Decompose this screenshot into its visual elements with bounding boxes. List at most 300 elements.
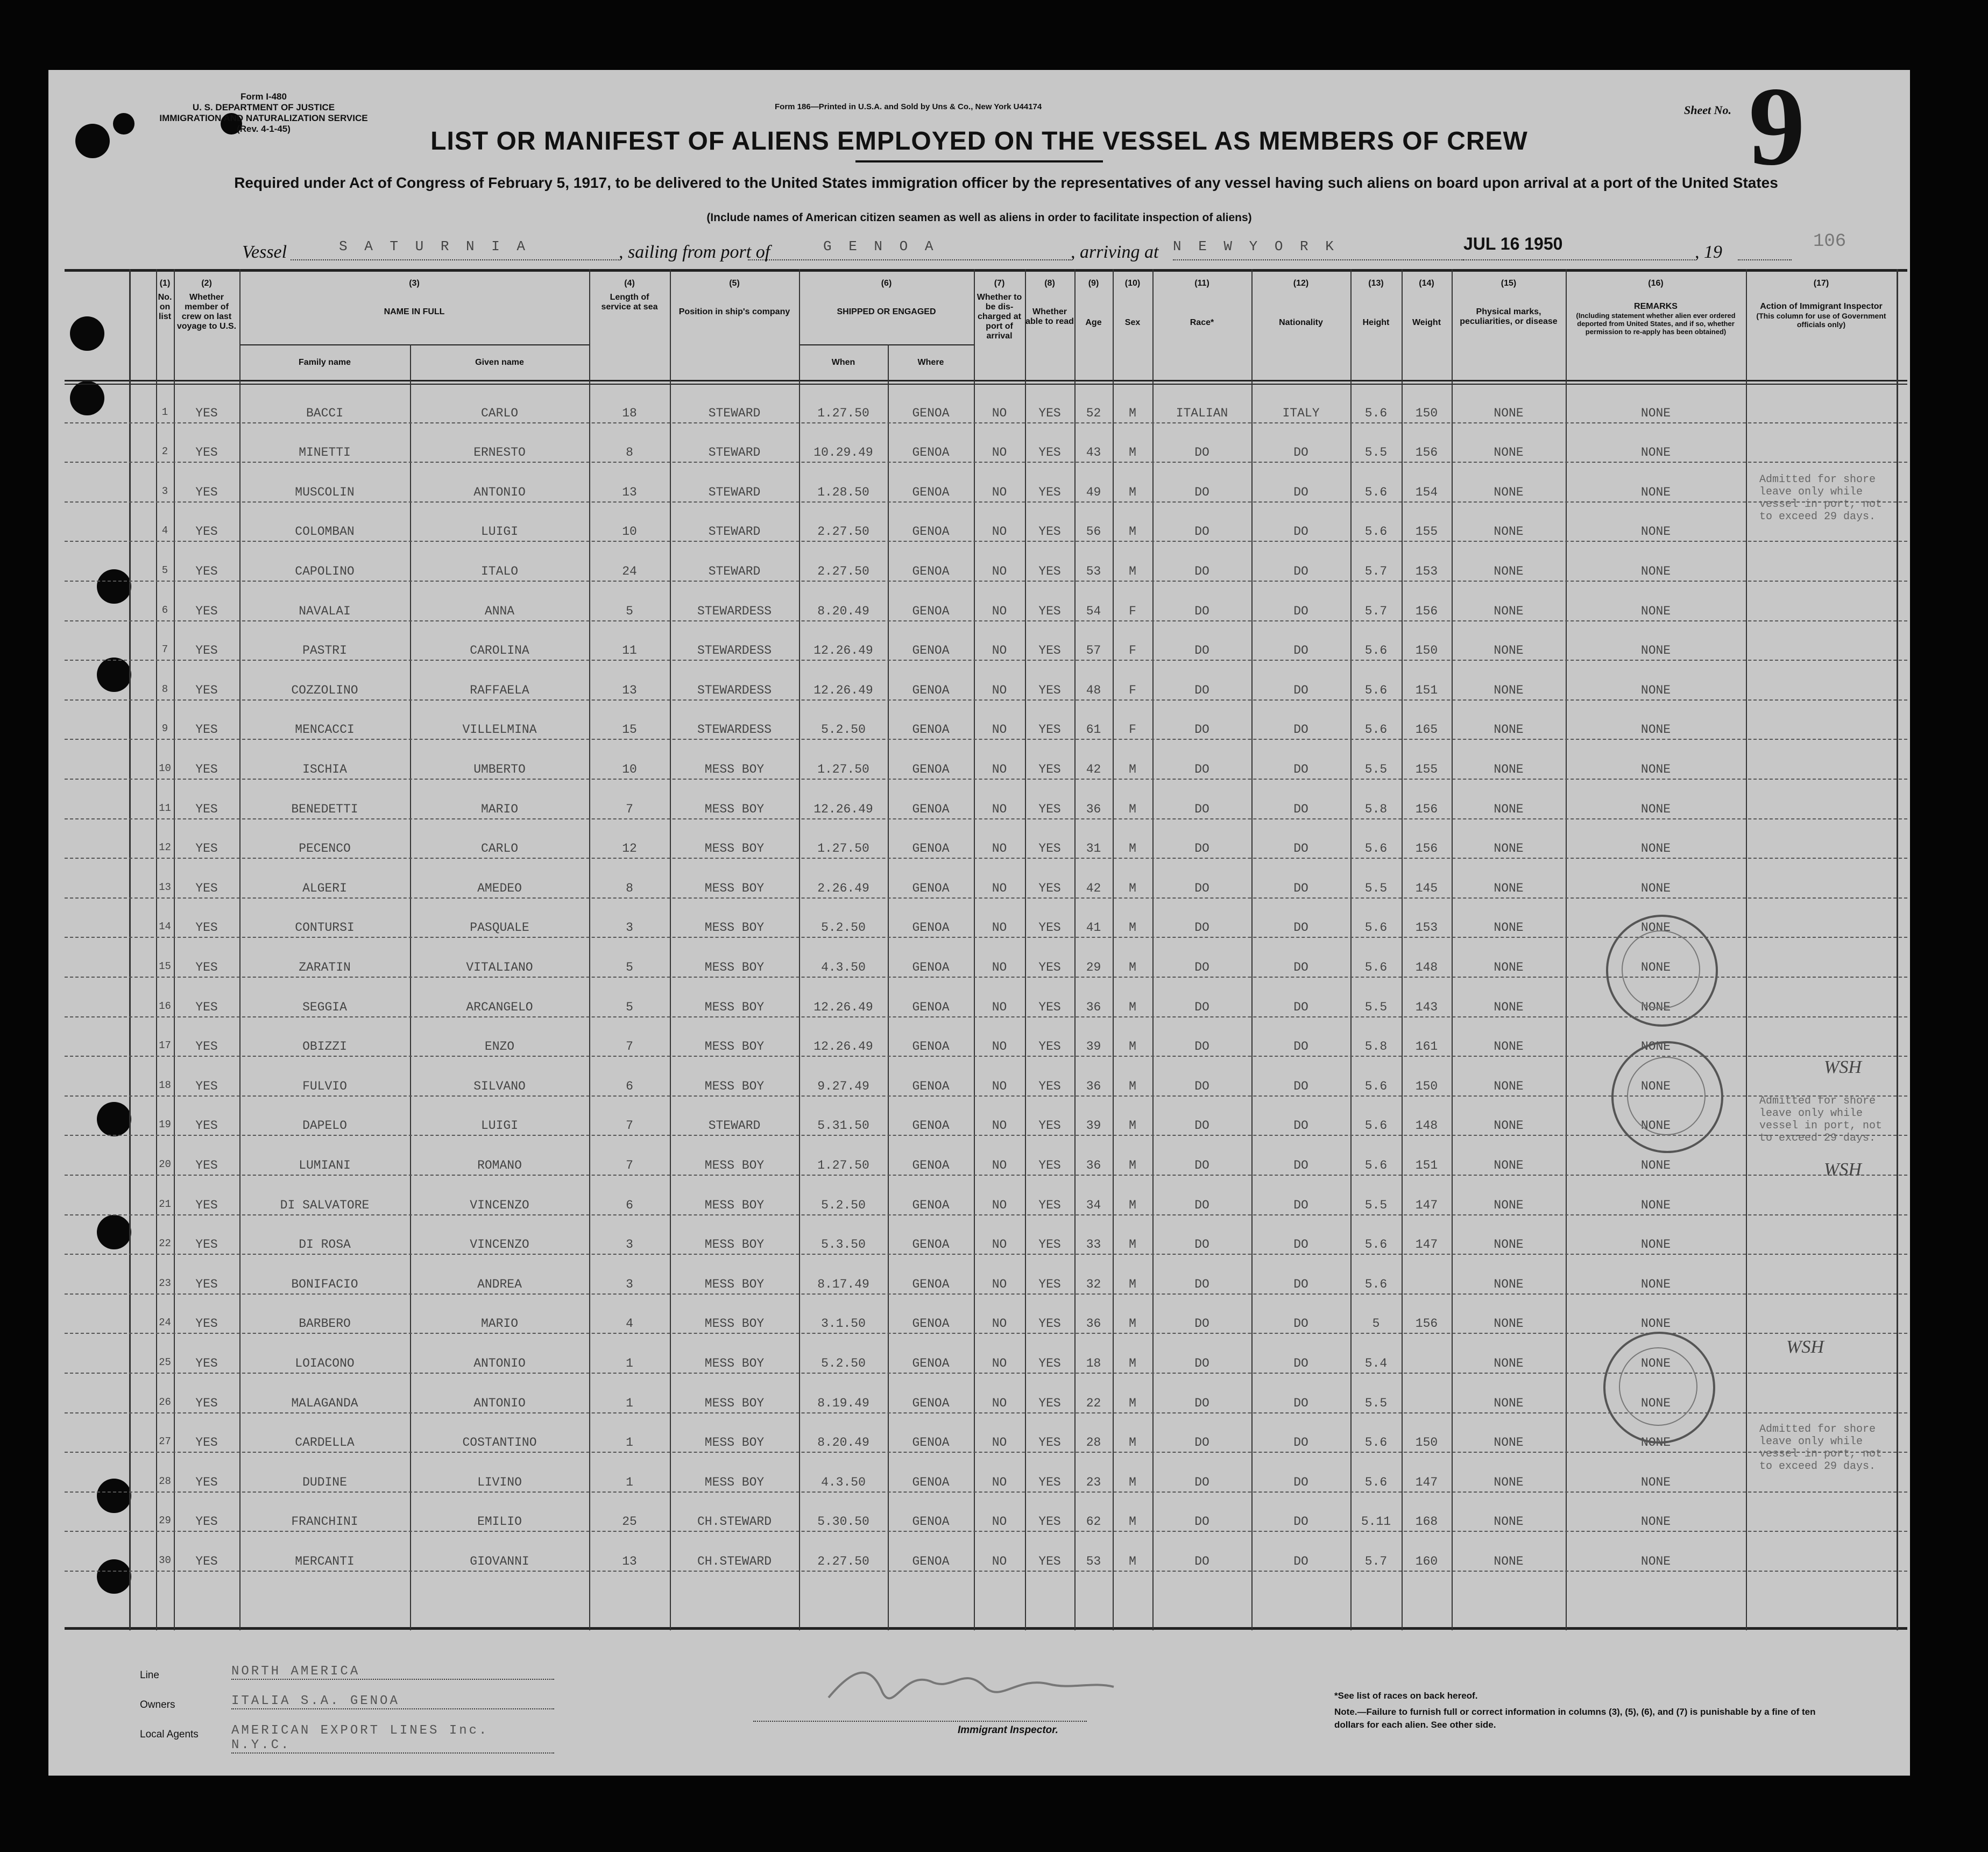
inspector-signature [823,1655,1124,1719]
cell-marks: NONE [1494,802,1524,816]
col-divider [1251,269,1253,1630]
cell-height: 5.7 [1364,604,1388,618]
cell-service: 7 [626,1040,633,1054]
cell-race: ITALIAN [1176,406,1228,420]
cell-weight: 153 [1415,921,1438,935]
cell-height: 5.5 [1364,446,1388,460]
cell-where: GENOA [912,683,950,697]
cell-position: MESS BOY [704,1198,765,1212]
revision: (Rev. 4-1-45) [237,124,291,134]
page-subtitle: Required under Act of Congress of February 5, 1917, to be delivered to the United States immigration officer by the representatives of any vessel having such aliens on board upon arrival at a port of the United States [234,174,1778,191]
cell-crew: YES [195,644,218,658]
cell-remarks: NONE [1640,1000,1671,1014]
cell-crew: YES [195,683,218,697]
cell-height: 5.7 [1364,564,1388,578]
col-divider [799,269,800,1630]
cell-no: 17 [159,1040,171,1052]
cell-height: 5.5 [1364,762,1388,776]
cell-crew: YES [195,1356,218,1370]
cell-nat: DO [1293,842,1308,856]
cell-disch: NO [992,564,1007,578]
cell-weight: 145 [1415,881,1438,895]
cell-when: 12.26.49 [813,683,873,697]
cell-weight: 153 [1415,564,1438,578]
cell-height: 5.4 [1364,1356,1388,1370]
cell-marks: NONE [1494,1277,1524,1291]
port-of-departure: G E N O A [823,238,938,255]
cell-age: 36 [1086,1158,1101,1172]
cell-remarks: NONE [1640,1119,1671,1133]
cell-family: MALAGANDA [291,1396,358,1410]
cell-remarks: NONE [1640,485,1671,499]
cell-no: 8 [161,683,168,695]
crew-table [65,269,1907,1630]
cell-no: 27 [159,1436,171,1448]
vessel-label: Vessel [242,242,287,262]
col-6-when-header: When [831,358,855,367]
cell-remarks: NONE [1640,1515,1671,1529]
cell-position: STEWARD [708,564,761,578]
consular-seal-stamp [1611,1041,1723,1153]
cell-when: 5.2.50 [821,723,866,737]
cell-family: FULVIO [302,1079,347,1093]
cell-given: ERNESTO [473,446,526,460]
cell-disch: NO [992,406,1007,420]
cell-weight: 151 [1415,683,1438,697]
col-10-header: (10) Sex [1124,279,1141,327]
row-rule [65,1531,1907,1532]
cell-no: 6 [161,604,168,616]
cell-marks: NONE [1494,644,1524,658]
cell-nat: DO [1293,1515,1308,1529]
cell-height: 5.6 [1364,842,1388,856]
cell-sex: M [1129,1158,1136,1172]
cell-marks: NONE [1494,446,1524,460]
cell-service: 5 [626,960,633,974]
cell-when: 4.3.50 [821,1475,866,1489]
cell-where: GENOA [912,1079,950,1093]
cell-weight: 160 [1415,1554,1438,1568]
cell-position: STEWARDESS [697,604,772,618]
cell-where: GENOA [912,1040,950,1054]
cell-age: 41 [1086,921,1101,935]
cell-family: CONTURSI [295,921,355,935]
cell-read: YES [1038,525,1061,539]
cell-height: 5.5 [1364,1198,1388,1212]
cell-position: MESS BOY [704,1158,765,1172]
row-rule [65,501,1907,503]
cell-read: YES [1038,881,1061,895]
cell-sex: M [1129,1040,1136,1054]
cell-when: 2.27.50 [817,564,869,578]
cell-sex: M [1129,842,1136,856]
cell-race: DO [1194,723,1209,737]
cell-given: SILVANO [473,1079,526,1093]
cell-crew: YES [195,1515,218,1529]
cell-height: 5.6 [1364,1079,1388,1093]
cell-position: MESS BOY [704,921,765,935]
cell-age: 56 [1086,525,1101,539]
col-9-header: (9) Age [1085,279,1102,327]
cell-position: MESS BOY [704,1040,765,1054]
col-3-given-header: Given name [475,358,524,367]
vessel-name: S A T U R N I A [339,238,530,255]
manifest-page [48,70,1910,1776]
cell-service: 6 [626,1079,633,1093]
cell-service: 3 [626,921,633,935]
cell-marks: NONE [1494,1079,1524,1093]
cell-where: GENOA [912,881,950,895]
cell-sex: M [1129,1475,1136,1489]
col-4-header: (4) Length of service at sea [601,279,658,312]
cell-family: CARDELLA [295,1436,355,1450]
cell-family: SEGGIA [302,1000,347,1014]
cell-age: 31 [1086,842,1101,856]
cell-weight: 168 [1415,1515,1438,1529]
cell-given: ENZO [484,1040,515,1054]
date-field-line [1463,259,1695,260]
service-name: IMMIGRATION AND NATURALIZATION SERVICE [159,113,368,123]
cell-crew: YES [195,485,218,499]
cell-read: YES [1038,564,1061,578]
page-title: LIST OR MANIFEST OF ALIENS EMPLOYED ON THE VESSEL AS MEMBERS OF CREW [430,127,1528,155]
cell-given: MARIO [480,802,518,816]
col-divider [1746,269,1747,1630]
cell-given: PASQUALE [470,921,529,935]
owners-value: ITALIA S.A. GENOA [231,1694,554,1709]
cell-crew: YES [195,842,218,856]
cell-position: MESS BOY [704,1000,765,1014]
cell-read: YES [1038,802,1061,816]
cell-crew: YES [195,604,218,618]
cell-crew: YES [195,723,218,737]
cell-read: YES [1038,1396,1061,1410]
year-field-line [1738,259,1792,260]
cell-height: 5.5 [1364,1000,1388,1014]
cell-where: GENOA [912,1277,950,1291]
cell-weight: 156 [1415,842,1438,856]
cell-when: 12.26.49 [813,1040,873,1054]
cell-where: GENOA [912,1000,950,1014]
cell-race: DO [1194,1198,1209,1212]
row-rule [65,1254,1907,1255]
cell-race: DO [1194,921,1209,935]
col-6-where-header: Where [917,358,944,367]
shore-leave-note: Admitted for shore leave only while vessel in port, not to exceed 29 days. [1759,1423,1883,1473]
cell-sex: M [1129,525,1136,539]
cell-nat: ITALY [1282,406,1320,420]
cell-age: 49 [1086,485,1101,499]
cell-position: MESS BOY [704,1317,765,1331]
cell-family: MERCANTI [295,1554,355,1568]
cell-read: YES [1038,604,1061,618]
cell-disch: NO [992,683,1007,697]
cell-height: 5.6 [1364,1158,1388,1172]
row-rule [65,620,1907,621]
line-value: NORTH AMERICA [231,1664,554,1680]
cell-disch: NO [992,1317,1007,1331]
cell-disch: NO [992,881,1007,895]
cell-race: DO [1194,644,1209,658]
cell-marks: NONE [1494,564,1524,578]
inspector-initials: WSH [1786,1337,1824,1357]
cell-given: VITALIANO [466,960,533,974]
cell-service: 4 [626,1317,633,1331]
cell-nat: DO [1293,683,1308,697]
cell-read: YES [1038,1277,1061,1291]
cell-read: YES [1038,1000,1061,1014]
cell-age: 36 [1086,1079,1101,1093]
cell-given: ANDREA [477,1277,522,1291]
cell-marks: NONE [1494,1356,1524,1370]
cell-family: PECENCO [299,842,351,856]
cell-nat: DO [1293,1158,1308,1172]
row-rule [65,1571,1907,1572]
cell-remarks: NONE [1640,842,1671,856]
cell-height: 5.6 [1364,683,1388,697]
cell-race: DO [1194,564,1209,578]
cell-where: GENOA [912,1238,950,1252]
cell-age: 42 [1086,881,1101,895]
cell-weight: 156 [1415,446,1438,460]
cell-nat: DO [1293,1436,1308,1450]
col-divider [1152,269,1154,1630]
cell-sex: M [1129,1119,1136,1133]
col-divider [1452,269,1453,1630]
cell-height: 5.8 [1364,802,1388,816]
cell-marks: NONE [1494,762,1524,776]
cell-no: 11 [159,802,171,814]
cell-service: 25 [622,1515,637,1529]
cell-given: RAFFAELA [470,683,529,697]
cell-age: 53 [1086,564,1101,578]
cell-marks: NONE [1494,1158,1524,1172]
cell-nat: DO [1293,1356,1308,1370]
cell-when: 5.2.50 [821,1356,866,1370]
cell-age: 32 [1086,1277,1101,1291]
cell-when: 10.29.49 [813,446,873,460]
cell-sex: M [1129,802,1136,816]
cell-when: 5.30.50 [817,1515,869,1529]
cell-service: 7 [626,802,633,816]
cell-weight: 150 [1415,1436,1438,1450]
cell-nat: DO [1293,881,1308,895]
col-divider [174,269,175,1630]
cell-remarks: NONE [1640,1356,1671,1370]
cell-where: GENOA [912,564,950,578]
cell-position: MESS BOY [704,1238,765,1252]
cell-given: ANTONIO [473,1396,526,1410]
inspector-initials: WSH [1824,1160,1862,1179]
cell-sex: M [1129,1079,1136,1093]
cell-height: 5.6 [1364,921,1388,935]
cell-nat: DO [1293,564,1308,578]
cell-weight: 150 [1415,1079,1438,1093]
cell-age: 39 [1086,1040,1101,1054]
cell-crew: YES [195,1198,218,1212]
cell-position: STEWARD [708,406,761,420]
col-divider [670,269,671,1630]
cell-remarks: NONE [1640,1317,1671,1331]
cell-remarks: NONE [1640,1396,1671,1410]
inspector-initials: WSH [1824,1057,1862,1077]
cell-nat: DO [1293,485,1308,499]
cell-remarks: NONE [1640,1436,1671,1450]
cell-no: 21 [159,1198,171,1210]
cell-family: COLOMBAN [295,525,355,539]
cell-no: 19 [159,1119,171,1131]
cell-height: 5.6 [1364,1277,1388,1291]
cell-sex: M [1129,881,1136,895]
cell-given: ANNA [484,604,515,618]
cell-when: 5.2.50 [821,1198,866,1212]
row-rule [65,897,1907,899]
cell-height: 5.6 [1364,644,1388,658]
cell-read: YES [1038,960,1061,974]
cell-age: 43 [1086,446,1101,460]
cell-remarks: NONE [1640,723,1671,737]
cell-family: FRANCHINI [291,1515,358,1529]
cell-weight: 147 [1415,1238,1438,1252]
cell-race: DO [1194,881,1209,895]
cell-race: DO [1194,1317,1209,1331]
cell-disch: NO [992,644,1007,658]
cell-no: 1 [161,406,168,418]
cell-service: 13 [622,1554,637,1568]
cell-weight: 155 [1415,762,1438,776]
cell-when: 1.27.50 [817,762,869,776]
cell-race: DO [1194,1515,1209,1529]
cell-where: GENOA [912,723,950,737]
cell-read: YES [1038,1158,1061,1172]
cell-no: 20 [159,1158,171,1170]
col-divider [1402,269,1403,1630]
cell-read: YES [1038,921,1061,935]
cell-nat: DO [1293,762,1308,776]
cell-family: MINETTI [299,446,351,460]
cell-when: 12.26.49 [813,644,873,658]
cell-race: DO [1194,683,1209,697]
cell-position: MESS BOY [704,881,765,895]
cell-where: GENOA [912,1198,950,1212]
cell-race: DO [1194,446,1209,460]
cell-height: 5 [1372,1317,1380,1331]
printer-line: Form 186—Printed in U.S.A. and Sold by Uns & Co., New York U44174 [775,102,1042,111]
cell-given: UMBERTO [473,762,526,776]
cell-crew: YES [195,960,218,974]
cell-race: DO [1194,960,1209,974]
cell-read: YES [1038,485,1061,499]
cell-family: BACCI [306,406,343,420]
cell-height: 5.6 [1364,1475,1388,1489]
cell-when: 8.20.49 [817,1436,869,1450]
cell-nat: DO [1293,1238,1308,1252]
cell-weight: 154 [1415,485,1438,499]
cell-height: 5.6 [1364,485,1388,499]
cell-position: STEWARDESS [697,683,772,697]
cell-crew: YES [195,406,218,420]
cell-remarks: NONE [1640,960,1671,974]
cell-family: ZARATIN [299,960,351,974]
cell-no: 29 [159,1515,171,1527]
table-bottom-rule [65,1627,1907,1630]
cell-service: 1 [626,1356,633,1370]
cell-age: 22 [1086,1396,1101,1410]
cell-when: 2.27.50 [817,525,869,539]
cell-when: 5.3.50 [821,1238,866,1252]
cell-disch: NO [992,762,1007,776]
cell-race: DO [1194,525,1209,539]
cell-family: LUMIANI [299,1158,351,1172]
cell-height: 5.6 [1364,1238,1388,1252]
cell-height: 5.5 [1364,1396,1388,1410]
cell-where: GENOA [912,525,950,539]
cell-nat: DO [1293,446,1308,460]
cell-age: 39 [1086,1119,1101,1133]
cell-age: 61 [1086,723,1101,737]
cell-nat: DO [1293,1040,1308,1054]
cell-where: GENOA [912,1158,950,1172]
cell-nat: DO [1293,1277,1308,1291]
cell-remarks: NONE [1640,921,1671,935]
cell-family: OBIZZI [302,1040,347,1054]
cell-where: GENOA [912,406,950,420]
shipped-subheader-rule [799,344,974,345]
cell-race: DO [1194,1079,1209,1093]
cell-nat: DO [1293,644,1308,658]
cell-family: COZZOLINO [291,683,358,697]
cell-family: CAPOLINO [295,564,355,578]
penalty-note [1334,1706,1819,1731]
arrival-field-line [1173,259,1463,260]
cell-remarks: NONE [1640,564,1671,578]
cell-no: 18 [159,1079,171,1091]
cell-nat: DO [1293,802,1308,816]
cell-read: YES [1038,762,1061,776]
cell-crew: YES [195,1436,218,1450]
col-divider [1074,269,1076,1630]
cell-family: DUDINE [302,1475,347,1489]
cell-read: YES [1038,1317,1061,1331]
row-rule [65,660,1907,661]
cell-height: 5.6 [1364,406,1388,420]
cell-where: GENOA [912,1515,950,1529]
cell-nat: DO [1293,1079,1308,1093]
cell-crew: YES [195,802,218,816]
cell-given: ROMANO [477,1158,522,1172]
cell-family: MUSCOLIN [295,485,355,499]
cell-family: BARBERO [299,1317,351,1331]
cell-crew: YES [195,1396,218,1410]
cell-remarks: NONE [1640,802,1671,816]
cell-crew: YES [195,881,218,895]
cell-sex: M [1129,406,1136,420]
cell-when: 3.1.50 [821,1317,866,1331]
cell-no: 14 [159,921,171,933]
cell-race: DO [1194,1436,1209,1450]
cell-read: YES [1038,1436,1061,1450]
cell-given: CARLO [480,406,518,420]
cell-weight: 156 [1415,604,1438,618]
col-11-header: (11) Race* [1190,279,1214,327]
cell-read: YES [1038,446,1061,460]
cell-race: DO [1194,842,1209,856]
cell-position: STEWARD [708,485,761,499]
cell-family: MENCACCI [295,723,355,737]
cell-no: 26 [159,1396,171,1408]
cell-age: 62 [1086,1515,1101,1529]
cell-crew: YES [195,1158,218,1172]
